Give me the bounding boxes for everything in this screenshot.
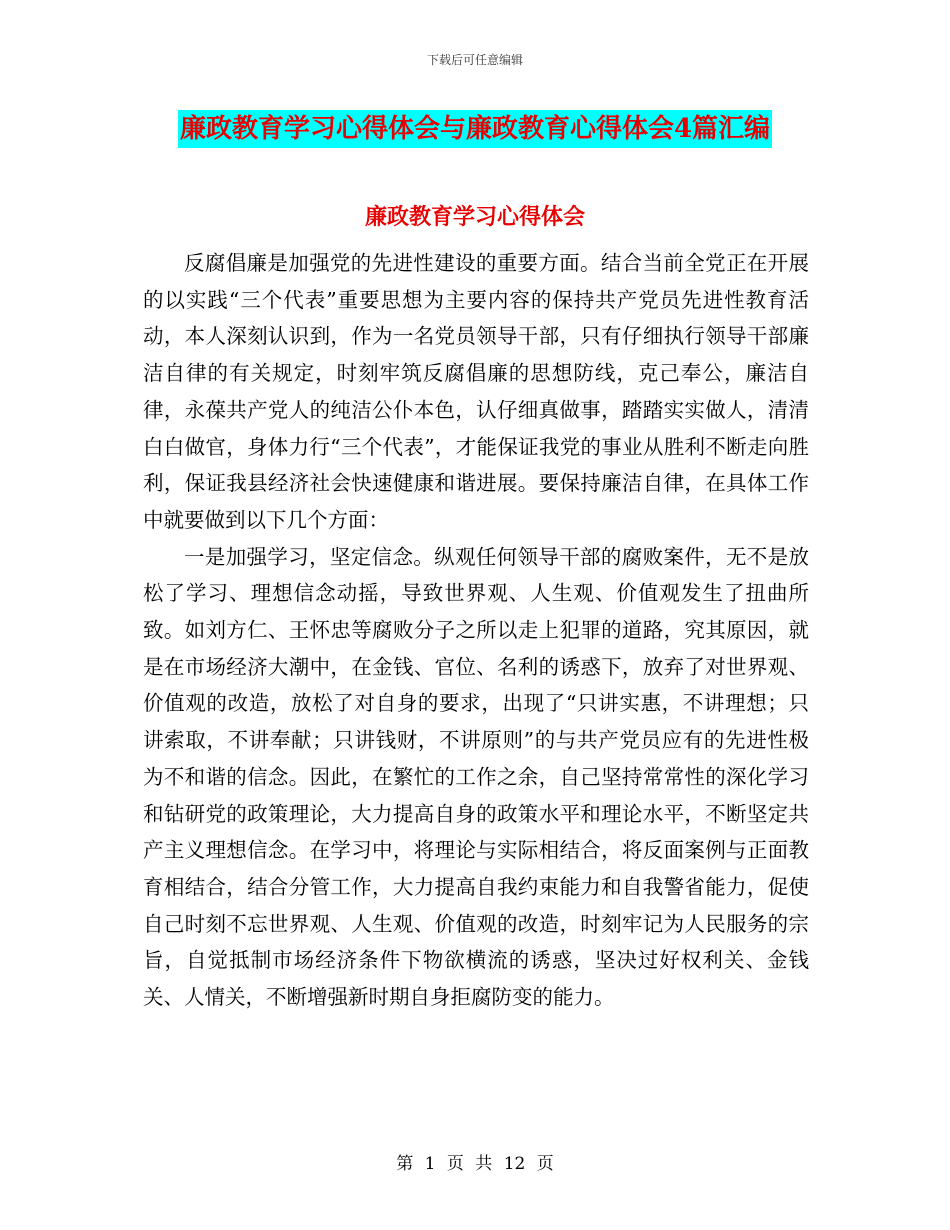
main-title: 廉政教育学习心得体会与廉政教育心得体会4篇汇编	[178, 110, 772, 148]
page-header-note: 下载后可任意编辑	[426, 53, 523, 67]
section-title: 廉政教育学习心得体会	[364, 204, 585, 230]
main-title-container	[0, 110, 950, 148]
page-number: 第 1 页 共 12 页	[396, 1154, 554, 1174]
paragraph: 一是加强学习，坚定信念。纵观任何领导干部的腐败案件，无不是放松了学习、理想信念动摇，导致世界观、人生观、价值观发生了扭曲所致。如刘方仁、王怀忠等腐败分子之所以走上犯罪的道路，究其原因，就是在市场经济大潮中，在金钱、官位、名利的诱惑下，放弃了对世界观、价值观的改造，放松了对自身的要求，出现了“只讲实惠，不讲理想；只讲索取，不讲奉献；只讲钱财，不讲原则”的与共产党员应有的先进性极为不和谐的信念。因此，在繁忙的工作之余，自己坚持常常性的深化学习和钻研党的政策理论，大力提高自身的政策水平和理论水平，不断坚定共产主义理想信念。在学习中，将理论与实际相结合，将反面案例与正面教育相结合，结合分管工作，大力提高自我约束能力和自我警省能力，促使自己时刻不忘世界观、人生观、价值观的改造，时刻牢记为人民服务的宗旨，自觉抵制市场经济条件下物欲横流的诱惑，坚决过好权利关、金钱关、人情关，不断增强新时期自身拒腐防变的能力。	[143, 544, 809, 1010]
paragraph: 反腐倡廉是加强党的先进性建设的重要方面。结合当前全党正在开展的以实践“三个代表”重要思想为主要内容的保持共产党员先进性教育活动，本人深刻认识到，作为一名党员领导干部，只有仔细执行领导干部廉洁自律的有关规定，时刻牢筑反腐倡廉的思想防线，克己奉公，廉洁自律，永葆共产党人的纯洁公仆本色，认仔细真做事，踏踏实实做人，清清白白做官，身体力行“三个代表”，才能保证我党的事业从胜利不断走向胜利，保证我县经济社会快速健康和谐进展。要保持廉洁自律，在具体工作中就要做到以下几个方面：	[143, 251, 809, 532]
body-text	[143, 245, 809, 1016]
